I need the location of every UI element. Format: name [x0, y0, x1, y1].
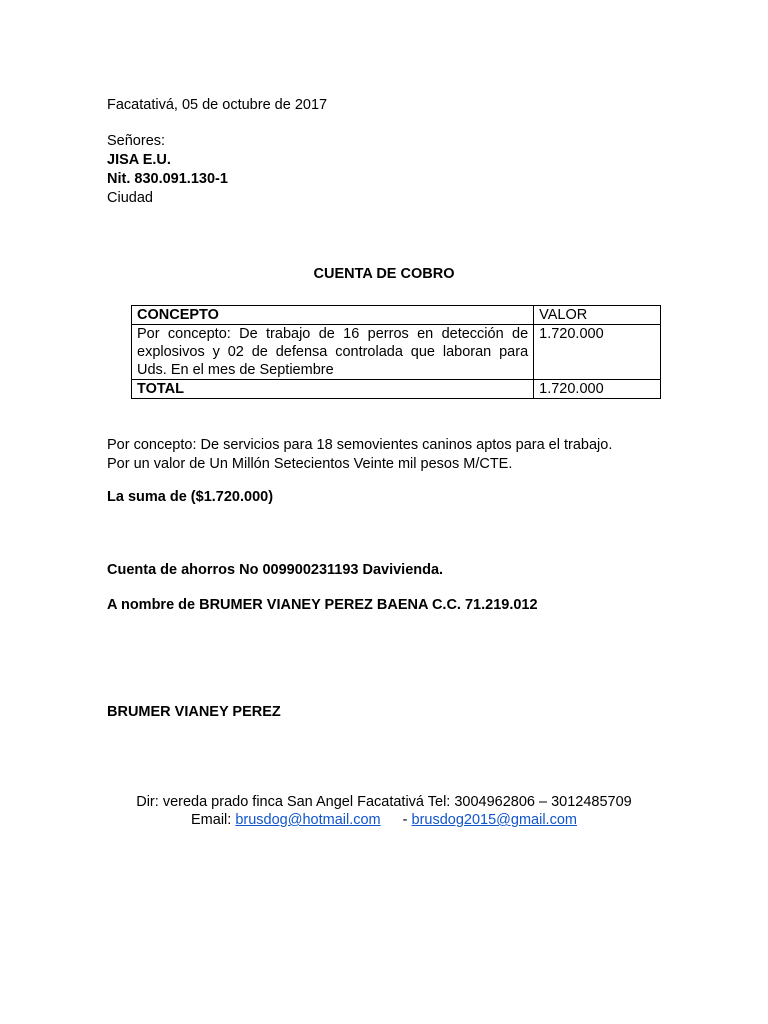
header-value: VALOR: [534, 306, 661, 325]
total-value: 1.720.000: [534, 380, 661, 399]
date-line: Facatativá, 05 de octubre de 2017: [107, 97, 328, 113]
table-total-row: [132, 380, 661, 399]
email-link-gmail[interactable]: brusdog2015@gmail.com: [411, 812, 577, 828]
footer-address: Dir: vereda prado finca San Angel Facatativá Tel: 3004962806 – 3012485709: [136, 794, 632, 810]
footer-email-line: [0, 812, 768, 828]
total-label: TOTAL: [132, 380, 534, 399]
email-label: Email:: [191, 812, 232, 828]
signature-name: BRUMER VIANEY PEREZ: [107, 704, 281, 720]
salutation: Señores:: [107, 133, 166, 149]
table-row: [132, 325, 661, 380]
sum-amount: La suma de ($1.720.000): [107, 489, 274, 505]
email-separator: -: [402, 812, 408, 828]
bank-account: Cuenta de ahorros No 009900231193 Davivienda.: [107, 562, 444, 578]
table-header-row: [132, 306, 661, 325]
body-line-2: Por un valor de Un Millón Setecientos Veinte mil pesos M/CTE.: [107, 456, 513, 472]
body-line-1: Por concepto: De servicios para 18 semovientes caninos aptos para el trabajo.: [107, 437, 613, 453]
document-title: CUENTA DE COBRO: [313, 266, 455, 282]
email-link-hotmail[interactable]: brusdog@hotmail.com: [235, 812, 381, 828]
account-holder: A nombre de BRUMER VIANEY PEREZ BAENA C.C. 71.219.012: [107, 597, 538, 613]
row-concept: Por concepto: De trabajo de 16 perros en detección de explosivos y 02 de defensa controlada que laboran para Uds. En el mes de Septiembre: [132, 325, 534, 380]
recipient-city: Ciudad: [107, 190, 153, 206]
recipient-company: JISA E.U.: [107, 152, 171, 168]
recipient-nit: Nit. 830.091.130-1: [107, 171, 228, 187]
header-concept: CONCEPTO: [132, 306, 534, 325]
row-value: 1.720.000: [534, 325, 661, 380]
concept-table: [131, 305, 661, 399]
